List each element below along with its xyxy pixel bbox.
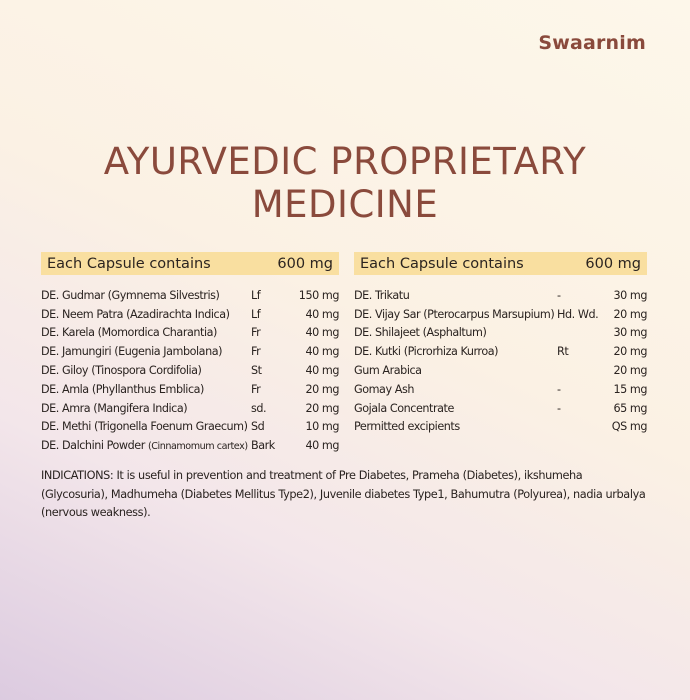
ingredient-row bbox=[354, 361, 647, 380]
ingredient-name: Gojala Concentrate bbox=[354, 401, 454, 415]
ingredient-row bbox=[41, 399, 339, 418]
ingredient-name: DE. Giloy (Tinospora Cordifolia) bbox=[41, 364, 202, 378]
ingredient-quantity: 40 mg bbox=[305, 364, 339, 378]
ingredient-row bbox=[41, 342, 339, 361]
ingredient-row bbox=[354, 418, 647, 437]
ingredient-part: Lf bbox=[251, 288, 261, 302]
ingredient-botanical-name: (Cinnamomum cartex) bbox=[147, 441, 248, 453]
ingredient-part: - bbox=[557, 401, 561, 415]
ingredient-quantity: 40 mg bbox=[305, 345, 339, 359]
header-dose: 600 mg bbox=[277, 255, 333, 272]
ingredient-row bbox=[354, 324, 647, 343]
ingredient-part: - bbox=[557, 382, 561, 396]
ingredient-quantity: 10 mg bbox=[305, 420, 339, 434]
ingredient-part: Fr bbox=[251, 345, 261, 359]
header-label: Each Capsule contains bbox=[47, 255, 211, 272]
ingredient-name: DE. Jamungiri (Eugenia Jambolana) bbox=[41, 345, 223, 359]
ingredient-quantity: 20 mg bbox=[613, 307, 647, 321]
ingredient-part: Sd bbox=[251, 420, 265, 434]
ingredient-name: DE. Methi (Trigonella Foenum Graecum) bbox=[41, 420, 248, 434]
ingredient-row bbox=[41, 418, 339, 437]
ingredient-quantity: 30 mg bbox=[613, 288, 647, 302]
ingredient-part: Lf bbox=[251, 307, 261, 321]
ingredient-name: DE. Gudmar (Gymnema Silvestris) bbox=[41, 288, 220, 302]
ingredient-quantity: 150 mg bbox=[298, 288, 339, 302]
ingredient-name: DE. Vijay Sar (Pterocarpus Marsupium) bbox=[354, 307, 555, 321]
ingredient-quantity: 20 mg bbox=[613, 364, 647, 378]
ingredient-name: DE. Dalchini Powder (Cinnamomum cartex) bbox=[41, 439, 248, 453]
ingredient-name: Gomay Ash bbox=[354, 382, 414, 396]
ingredient-part: Bark bbox=[251, 439, 275, 453]
ingredient-row bbox=[354, 380, 647, 399]
ingredient-row bbox=[354, 286, 647, 305]
right-table-rows bbox=[354, 286, 647, 436]
ingredient-row bbox=[41, 436, 339, 455]
ingredient-name: DE. Shilajeet (Asphaltum) bbox=[354, 326, 487, 340]
ingredient-name: DE. Amra (Mangifera Indica) bbox=[41, 401, 188, 415]
ingredient-quantity: 40 mg bbox=[305, 326, 339, 340]
ingredient-name: DE. Amla (Phyllanthus Emblica) bbox=[41, 382, 204, 396]
ingredient-quantity: QS mg bbox=[611, 420, 647, 434]
ingredient-row bbox=[41, 324, 339, 343]
ingredient-quantity: 15 mg bbox=[613, 382, 647, 396]
page-title bbox=[0, 140, 690, 226]
left-composition-table bbox=[41, 252, 339, 455]
header-dose: 600 mg bbox=[585, 255, 641, 272]
left-table-rows bbox=[41, 286, 339, 455]
ingredient-quantity: 20 mg bbox=[305, 382, 339, 396]
ingredient-part: - bbox=[557, 288, 561, 302]
right-table-header bbox=[354, 252, 647, 275]
ingredient-part: Fr bbox=[251, 382, 261, 396]
ingredient-row bbox=[354, 399, 647, 418]
indications-text: INDICATIONS: It is useful in prevention and treatment of Pre Diabetes, Prameha (Diabetes), ikshumeha (Glycosuria), Madhumeha (Diabetes Mellitus Type2), Juvenile diabetes Type1, Bahumutra (Polyurea), nadia urbalya (nervous weakness). bbox=[41, 469, 646, 519]
ingredient-quantity: 40 mg bbox=[305, 439, 339, 453]
ingredient-part: Hd. Wd. bbox=[557, 307, 599, 321]
ingredient-name: Permitted excipients bbox=[354, 420, 460, 434]
ingredient-name: DE. Neem Patra (Azadirachta Indica) bbox=[41, 307, 230, 321]
ingredient-name: DE. Kutki (Picrorhiza Kurroa) bbox=[354, 345, 499, 359]
ingredient-name: DE. Karela (Momordica Charantia) bbox=[41, 326, 217, 340]
ingredient-row bbox=[354, 305, 647, 324]
ingredient-quantity: 40 mg bbox=[305, 307, 339, 321]
ingredient-row bbox=[41, 380, 339, 399]
ingredient-part: Fr bbox=[251, 326, 261, 340]
title-line-1: AYURVEDIC PROPRIETARY bbox=[103, 140, 587, 183]
ingredient-part: sd. bbox=[251, 401, 267, 415]
ingredient-part: Rt bbox=[557, 345, 569, 359]
ingredient-quantity: 20 mg bbox=[305, 401, 339, 415]
ingredient-quantity: 20 mg bbox=[613, 345, 647, 359]
title-line-2: MEDICINE bbox=[251, 183, 439, 226]
ingredient-part: St bbox=[251, 364, 262, 378]
left-table-header bbox=[41, 252, 339, 275]
brand-logo: Swaarnim bbox=[538, 32, 646, 54]
ingredient-row bbox=[41, 361, 339, 380]
right-composition-table bbox=[354, 252, 647, 436]
ingredient-quantity: 65 mg bbox=[613, 401, 647, 415]
ingredient-name: DE. Trikatu bbox=[354, 288, 410, 302]
ingredient-quantity: 30 mg bbox=[613, 326, 647, 340]
ingredient-row bbox=[41, 305, 339, 324]
ingredient-row bbox=[354, 342, 647, 361]
ingredient-name: Gum Arabica bbox=[354, 364, 422, 378]
ingredient-row bbox=[41, 286, 339, 305]
header-label: Each Capsule contains bbox=[360, 255, 524, 272]
